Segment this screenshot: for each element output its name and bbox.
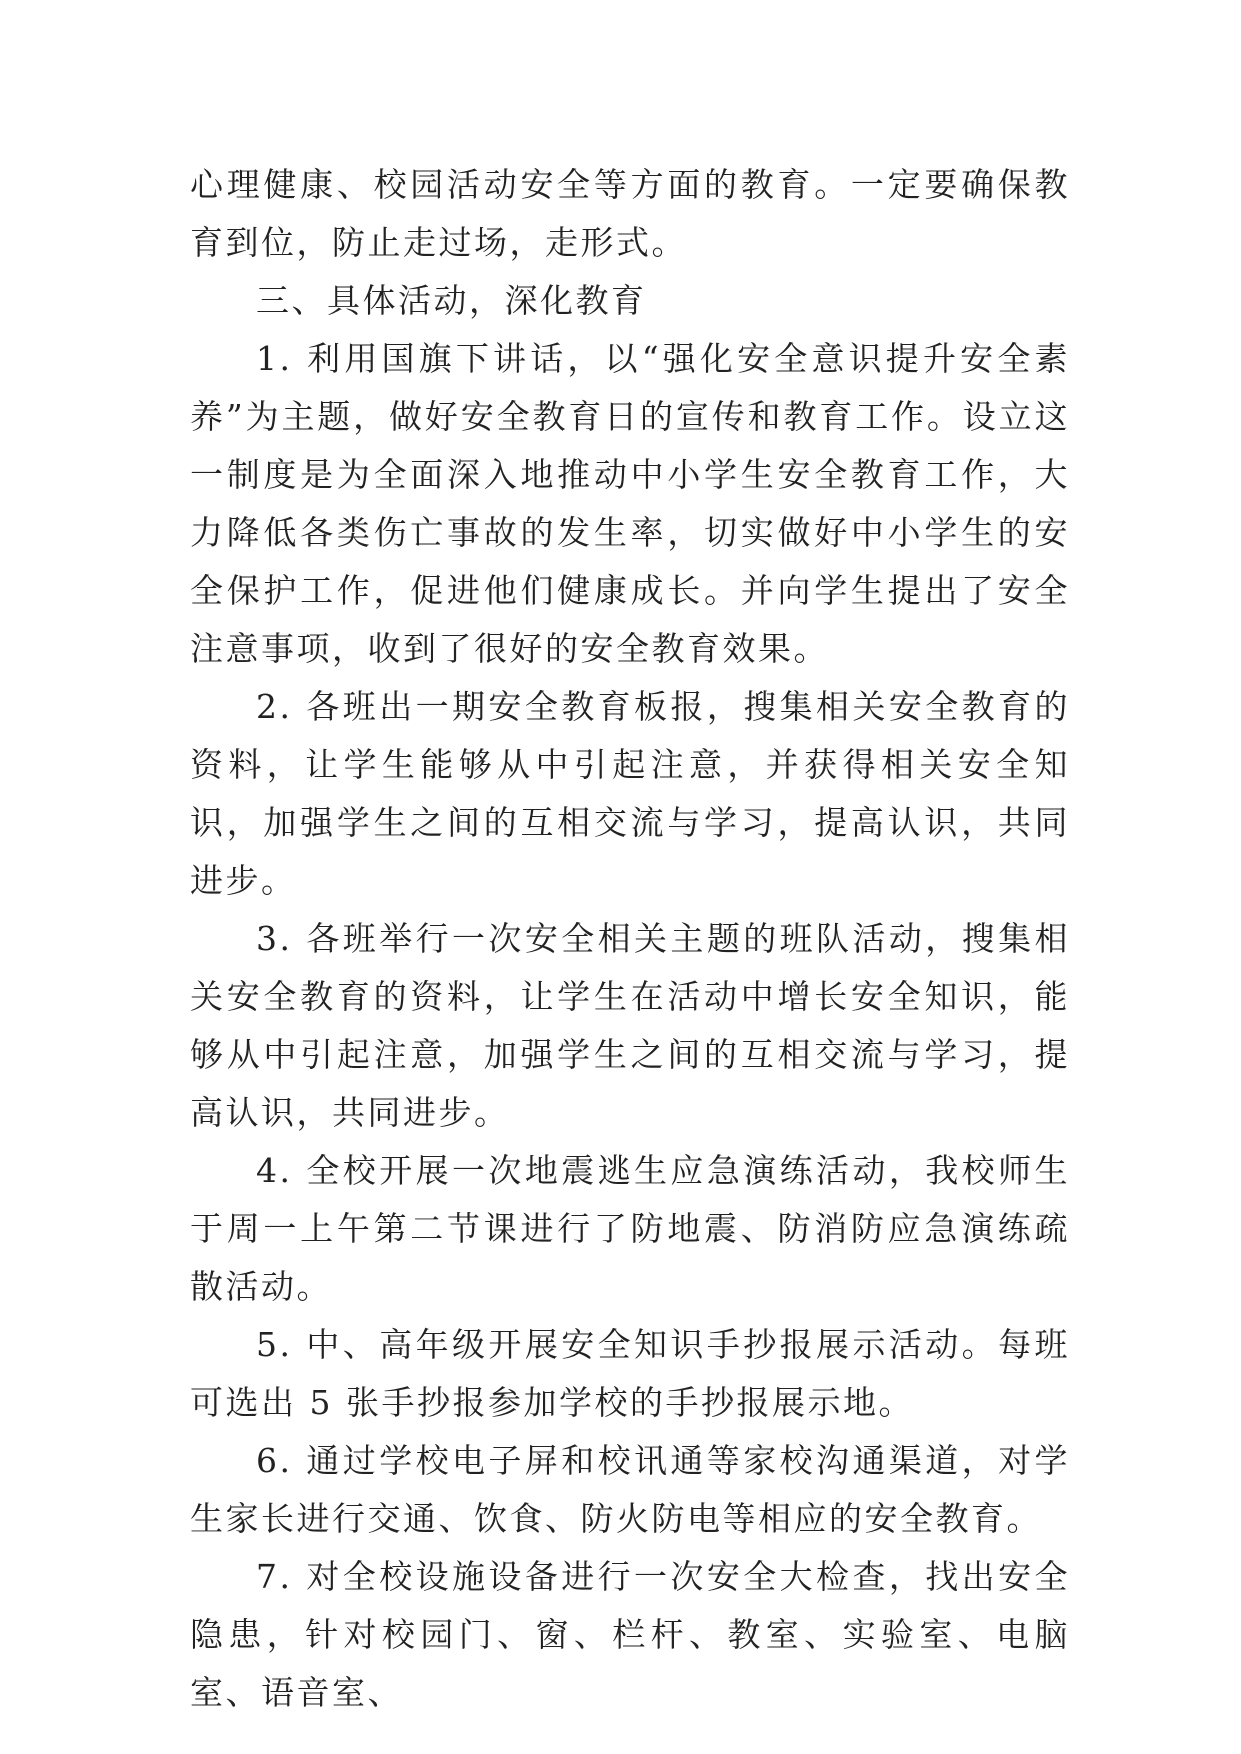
- section-heading: 三、具体活动，深化教育: [256, 281, 647, 320]
- paragraph-item-2: 2. 各班出一期安全教育板报，搜集相关安全教育的资料，让学生能够从中引起注意，并获得相关安全知识，加强学生之间的互相交流与学习，提高认识，共同进步。: [190, 687, 1070, 900]
- paragraph-item-6: 6. 通过学校电子屏和校讯通等家校沟通渠道，对学生家长进行交通、饮食、防火防电等相应的安全教育。: [190, 1441, 1070, 1538]
- document-body: [190, 156, 1070, 1722]
- paragraph-item-7: 7. 对全校设施设备进行一次安全大检查，找出安全隐患，针对校园门、窗、栏杆、教室、实验室、电脑室、语音室、: [190, 1557, 1070, 1712]
- paragraph-item-3: 3. 各班举行一次安全相关主题的班队活动，搜集相关安全教育的资料，让学生在活动中增长安全知识，能够从中引起注意，加强学生之间的互相交流与学习，提高认识，共同进步。: [190, 919, 1070, 1132]
- paragraph-item-5: 5. 中、高年级开展安全知识手抄报展示活动。每班可选出 5 张手抄报参加学校的手抄报展示地。: [190, 1325, 1070, 1422]
- paragraph-item-4: 4. 全校开展一次地震逃生应急演练活动，我校师生于周一上午第二节课进行了防地震、防消防应急演练疏散活动。: [190, 1151, 1070, 1306]
- paragraph-continuation: 心理健康、校园活动安全等方面的教育。一定要确保教育到位，防止走过场，走形式。: [190, 165, 1070, 262]
- paragraph-item-1: 1. 利用国旗下讲话，以“强化安全意识提升安全素养”为主题，做好安全教育日的宣传和教育工作。设立这一制度是为全面深入地推动中小学生安全教育工作，大力降低各类伤亡事故的发生率，切实做好中小学生的安全保护工作，促进他们健康成长。并向学生提出了安全注意事项，收到了很好的安全教育效果。: [190, 339, 1070, 668]
